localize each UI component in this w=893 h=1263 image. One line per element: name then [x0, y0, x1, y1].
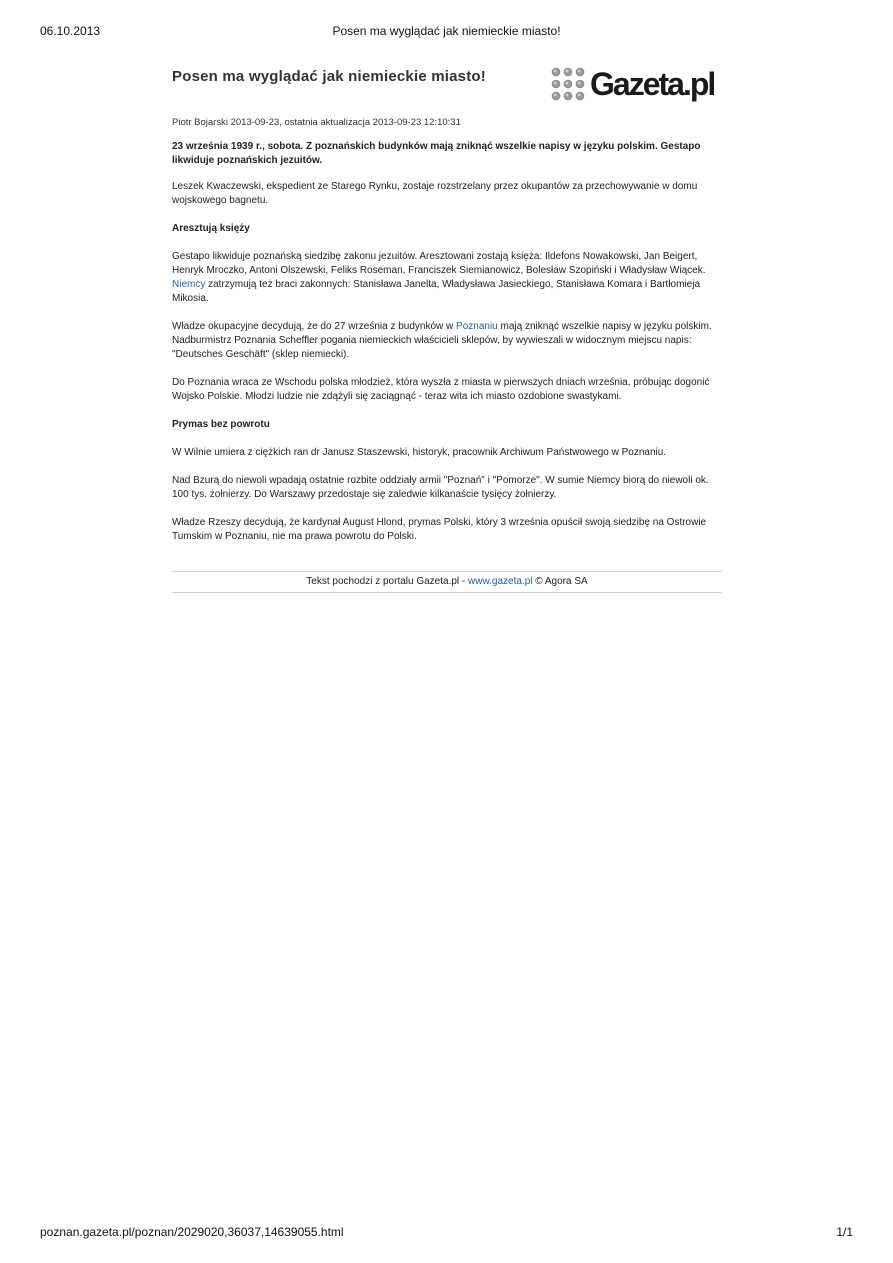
- print-url: poznan.gazeta.pl/poznan/2029020,36037,14639055.html: [40, 1225, 344, 1239]
- subheading-prymas: Prymas bez powrotu: [172, 419, 270, 430]
- paragraph-2-text-b: zatrzymują też braci zakonnych: Stanisława Janelta, Władysława Jasieckiego, Stanisława Komara i Bartłomieja Mikosia.: [172, 279, 701, 304]
- paragraph-1: Leszek Kwaczewski, ekspedient ze Starego Rynku, zostaje rozstrzelany przez okupantów za przechowywanie w domu wojskowego bagnetu.: [172, 181, 698, 206]
- gazeta-link[interactable]: www.gazeta.pl: [468, 576, 533, 587]
- article: [172, 62, 722, 593]
- print-header: [40, 24, 853, 40]
- link-niemcy[interactable]: Niemcy: [172, 279, 206, 290]
- source-footer: [172, 571, 722, 593]
- copyright-text: © Agora SA: [532, 576, 588, 587]
- paragraph-3-text-a: Władze okupacyjne decydują, że do 27 września z budynków w: [172, 321, 457, 332]
- logo-wordmark: Gazeta.pl: [590, 66, 715, 102]
- subheading-aresztuja: Aresztują księży: [172, 223, 250, 234]
- article-header: [172, 62, 722, 108]
- paragraph-6: Nad Bzurą do niewoli wpadają ostatnie rozbite oddziały armii "Poznań" i "Pomorze". W sumie Niemcy biorą do niewoli ok. 100 tys. żołnierzy. Do Warszawy przedostaje się zaledwie kilkanaście tysięcy żołnierzy.: [172, 475, 709, 500]
- article-lead: 23 września 1939 r., sobota. Z poznańskich budynków mają zniknąć wszelkie napisy w języku polskim. Gestapo likwiduje poznańskich jezuitów.: [172, 141, 701, 166]
- paragraph-7: Władze Rzeszy decydują, że kardynał August Hlond, prymas Polski, który 3 września opuścił swoją siedzibę na Ostrowie Tumskim w Poznaniu, nie ma prawa powrotu do Polski.: [172, 517, 707, 542]
- gazeta-logo: [550, 65, 722, 103]
- paragraph-5: W Wilnie umiera z ciężkich ran dr Janusz Staszewski, historyk, pracownik Archiwum Państwowego w Poznaniu.: [172, 447, 667, 458]
- paragraph-2-text-a: Gestapo likwiduje poznańską siedzibę zakonu jezuitów. Aresztowani zostają księża: Ildefons Nowakowski, Jan Beigert, Henryk Mroczko, Antoni Olszewski, Feliks Roseman, Franciszek Siemianowicz, Bolesław Szopiński i Władysław Wiącek.: [172, 251, 706, 276]
- link-poznaniu[interactable]: Poznaniu: [456, 321, 498, 332]
- page-count: 1/1: [836, 1225, 853, 1239]
- byline: Piotr Bojarski 2013-09-23, ostatnia aktualizacja 2013-09-23 12:10:31: [172, 117, 461, 128]
- paragraph-2: [172, 250, 722, 306]
- source-text: Tekst pochodzi z portalu Gazeta.pl -: [306, 576, 469, 587]
- print-page-title: Posen ma wyglądać jak niemieckie miasto!: [332, 24, 561, 38]
- paragraph-4: Do Poznania wraca ze Wschodu polska młodzież, która wyszła z miasta w pierwszych dniach września, próbując dogonić Wojsko Polskie. Młodzi ludzie nie zdążyli się zaciągnąć - teraz wita ich miasto ozdobione swastykami.: [172, 377, 710, 402]
- paragraph-3-text-b: mają zniknąć wszelkie napisy w języku polskim. Nadburmistrz Poznania Scheffler pogania niemieckich właścicieli sklepów, by wywieszali w widocznym miejscu napis: "Deutsches Geschäft" (sklep niemiecki).: [172, 321, 712, 360]
- article-title: Posen ma wyglądać jak niemieckie miasto!: [172, 68, 486, 85]
- paragraph-3: [172, 320, 722, 362]
- print-footer: [40, 1225, 853, 1241]
- dots-grid-icon: [550, 65, 586, 103]
- print-date: 06.10.2013: [40, 24, 101, 38]
